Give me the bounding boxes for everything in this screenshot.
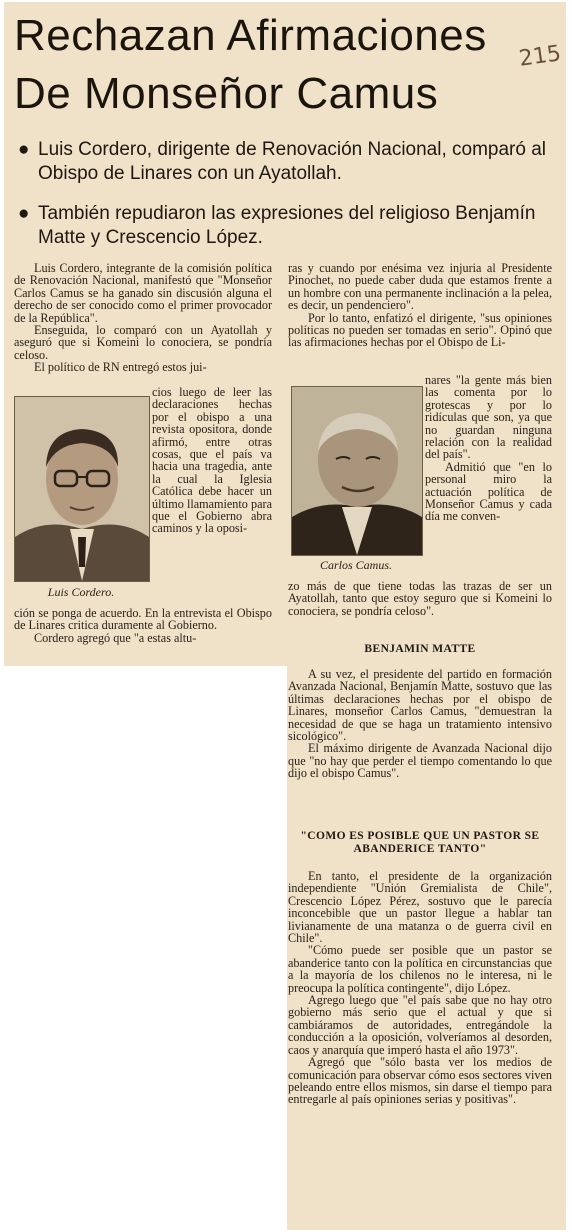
luis-cordero-photo bbox=[14, 396, 150, 582]
column-2-top bbox=[288, 262, 552, 349]
paragraph: zo más de que tiene todas las trazas de ser un Ayatollah, tanto que estoy seguro que si Komeini lo conociera, se pondría celoso". bbox=[288, 579, 552, 618]
column-2-bottom bbox=[288, 580, 552, 617]
deck-text: También repudiaron las expresiones del religioso Benjamín Matte y Crescencio López. bbox=[38, 203, 536, 248]
paragraph: En tanto, el presidente de la organización independiente "Unión Gremialista de Chile", Crescencio López Pérez, sostuvo que le parecía inconcebible que un pastor llegue a hablar tan livianamente de una matanza o de guerra civil en Chile". bbox=[288, 869, 552, 946]
carlos-camus-photo bbox=[291, 386, 423, 556]
bullet-icon: ● bbox=[18, 139, 30, 160]
paragraph: Luis Cordero, integrante de la comisión política de Renovación Nacional, manifestó que "Monseñor Carlos Camus se ha ganado sin discusión alguna el derecho de ser conocido como el primer provocador de la República". bbox=[14, 261, 272, 325]
paragraph: cios luego de leer las declaraciones hechas por el obispo a una revista opositora, donde afirmó, entre otras cosas, que el país va hacia una tragedia, ante la cual la Iglesia Católica debe hacer un último llamamiento para que el Gobierno abra caminos y la oposi- bbox=[152, 385, 272, 536]
paragraph: ras y cuando por enésima vez injuria al Presidente Pinochet, no puede caber duda que estamos frente a un hombre con una permanente inclinación a la pelea, es decir, un pendenciero". bbox=[288, 261, 552, 313]
deck-point-2 bbox=[18, 202, 558, 250]
headline-line-1: Rechazan Afirmaciones bbox=[14, 11, 487, 60]
luis-cordero-caption: Luis Cordero. bbox=[47, 585, 115, 599]
paragraph: "Cómo puede ser posible que un pastor se abanderice tanto con la política en circunstancias que a la mayoría de los chilenos no le interesa, ni le preocupa la política contingente", dijo López. bbox=[288, 943, 552, 995]
column-3-matte bbox=[288, 668, 552, 780]
subhead-pastor: "COMO ES POSIBLE QUE UN PASTOR SE ABANDERICE TANTO" bbox=[300, 830, 540, 855]
column-2-wrap-text bbox=[425, 374, 552, 523]
deck-text: Luis Cordero, dirigente de Renovación Nacional, comparó al Obispo de Linares con un Ayatollah. bbox=[38, 139, 547, 184]
paragraph: Cordero agregó que "a estas altu- bbox=[34, 630, 197, 645]
paragraph: El político de RN entregó estos jui- bbox=[34, 360, 207, 375]
paragraph: Agrego luego que "el país sabe que no hay otro gobierno más serio que el actual y que si cambiáramos de autoridades, entregándole la conducción a la oposición, volveríamos al desorden, caos y anarquía que imperó hasta el año 1973". bbox=[288, 993, 552, 1057]
paragraph: El máximo dirigente de Avanzada Nacional dijo que "no hay que perder el tiempo comentando lo que dijo el obispo Camus". bbox=[288, 741, 552, 781]
carlos-camus-caption: Carlos Camus. bbox=[319, 558, 393, 572]
bullet-icon: ● bbox=[18, 203, 30, 224]
column-1-wrap-text bbox=[152, 386, 272, 535]
subhead-benjamin-matte: BENJAMIN MATTE bbox=[364, 643, 476, 655]
paragraph: Admitió que "en lo personal miro la actuación política de Monseñor Camus y cada día me conven- bbox=[425, 459, 552, 524]
paragraph: ción se ponga de acuerdo. En la entrevista el Obispo de Linares critica duramente al Gobierno. bbox=[14, 606, 272, 633]
column-1-top bbox=[14, 262, 272, 374]
headline-line-2: De Monseñor Camus bbox=[14, 69, 439, 118]
column-3-pastor bbox=[288, 870, 552, 1106]
paragraph: A su vez, el presidente del partido en formación Avanzada Nacional, Benjamín Matte, sostuvo que las últimas declaraciones hechas por el obispo de Linares, monseñor Carlos Camus, "demuestran la necesidad de que se haga un tratamiento intensivo sicológico". bbox=[288, 667, 552, 744]
paragraph: Agregó que "sólo basta ver los medios de comunicación para observar cómo esos sectores viven peleando entre ellos mismos, sin darse el tiempo para entregarle al país opiniones serias y positivas". bbox=[288, 1055, 552, 1107]
deck-point-1 bbox=[18, 138, 558, 186]
paragraph: Por lo tanto, enfatizó el dirigente, "sus opiniones políticas no pueden ser tomadas en serio". Opinó que las afirmaciones hechas por el Obispo de Li- bbox=[288, 310, 552, 350]
paragraph: Enseguida, lo comparó con un Ayatollah y aseguró que si Komeini lo conociera, se pondría celoso. bbox=[14, 323, 272, 362]
column-1-bottom bbox=[14, 607, 272, 644]
paragraph: nares "la gente más bien las comenta por lo grotescas y por lo ridículas que son, ya que no guardan ninguna relación con la realidad del país". bbox=[425, 373, 552, 462]
handwritten-page-number: 215 bbox=[517, 41, 563, 72]
